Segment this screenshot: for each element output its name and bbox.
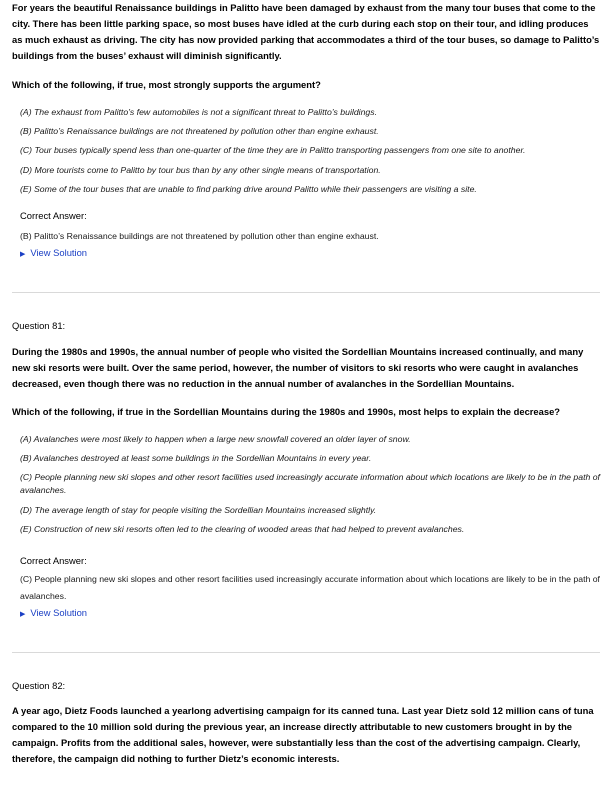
option-e: (E) Construction of new ski resorts often led to the clearing of wooded areas that had helped to prevent avalanches. [20, 523, 465, 534]
option-d: (D) The average length of stay for people visiting the Sordellian Mountains increased slightly. [20, 504, 377, 515]
option-b: (B) Palitto’s Renaissance buildings are not threatened by pollution other than engine exhaust. [20, 126, 379, 137]
question-81-passage: During the 1980s and 1990s, the annual number of people who visited the Sordellian Mountains increased continually, and many new ski resorts were built. Over the same period, however, the number of visitors to ski resorts who were caught in avalanches decreased, even though there was no reduction in the annual number of avalanches in the Sordellian Mountains. [12, 346, 584, 389]
question-82-label: Question 82: [12, 680, 66, 691]
question-82-passage-block [12, 703, 600, 767]
expand-triangle-icon: ▶ [20, 611, 26, 618]
option-d: (D) More tourists come to Palitto by tour bus than by any other single means of transportation. [20, 164, 381, 175]
divider [12, 292, 600, 293]
view-solution-label: View Solution [30, 607, 88, 618]
question-80-prompt: Which of the following, if true, most strongly supports the argument? [12, 79, 321, 90]
view-solution-link[interactable] [20, 605, 600, 623]
option-c: (C) People planning new ski slopes and other resort facilities used increasingly accurate information about which locations are likely to be in the path of avalanches. [20, 472, 600, 496]
option-b: (B) Avalanches destroyed at least some buildings in the Sordellian Mountains in every year. [20, 453, 372, 464]
option-c: (C) Tour buses typically spend less than one-quarter of the time they are in Palitto transporting passengers from one site to another. [20, 145, 526, 156]
option-e: (E) Some of the tour buses that are unable to find parking drive around Palitto while their passengers are visiting a site. [20, 183, 477, 194]
correct-answer-label: Correct Answer: [20, 210, 87, 221]
expand-triangle-icon: ▶ [20, 251, 26, 258]
correct-answer-label: Correct Answer: [20, 555, 87, 566]
question-81-label-block [12, 318, 600, 334]
question-81-passage-block [12, 344, 600, 392]
question-80-passage: For years the beautiful Renaissance buildings in Palitto have been damaged by exhaust from the many tour buses that come to the city. There has been little parking space, so most buses have idled at the curb during each stop on their tour, and idling produces as much exhaust as driving. The city has now provided parking that accommodates a third of the tour buses, so damage to Palitto’s buildings from the buses’ exhaust will diminish significantly. [12, 2, 600, 61]
question-82-label-block [12, 678, 600, 694]
option-a: (A) Avalanches were most likely to happen when a large new snowfall covered an older layer of snow. [20, 434, 411, 444]
question-80-answer [12, 208, 600, 263]
question-81-answer [12, 553, 600, 623]
option-a: (A) The exhaust from Palitto’s few automobiles is not a significant threat to Palitto’s buildings. [20, 107, 378, 117]
question-80-options [12, 106, 608, 202]
view-solution-link[interactable] [20, 245, 600, 263]
question-81-prompt: Which of the following, if true in the Sordellian Mountains during the 1980s and 1990s, most helps to explain the decrease? [12, 406, 561, 417]
divider [12, 652, 600, 653]
correct-answer-text: (C) People planning new ski slopes and other resort facilities used increasingly accurate information about which locations are likely to be in the path of avalanches. [20, 574, 600, 601]
question-81-prompt-block [12, 404, 600, 420]
question-80-prompt-block [12, 77, 600, 93]
question-80-block [12, 0, 600, 64]
question-82-passage: A year ago, Dietz Foods launched a yearlong advertising campaign for its canned tuna. Last year Dietz sold 12 million cans of tuna compared to the 10 million sold during the previous year, an increase directly attributable to new customers brought in by the campaign. Profits from the additional sales, however, were substantially less than the cost of the advertising campaign. Clearly, therefore, the campaign did nothing to further Dietz’s economic interests. [12, 705, 594, 764]
question-81-label: Question 81: [12, 320, 66, 331]
view-solution-label: View Solution [30, 247, 88, 258]
question-81-options [12, 433, 608, 542]
correct-answer-text: (B) Palitto’s Renaissance buildings are not threatened by pollution other than engine exhaust. [20, 231, 379, 241]
